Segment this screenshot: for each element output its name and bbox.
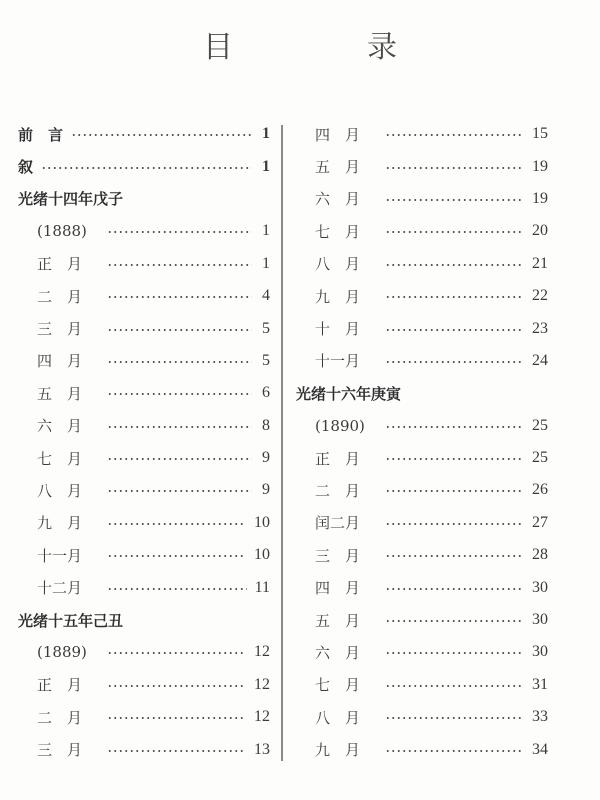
toc-page-number: 1 bbox=[262, 254, 270, 272]
dot-leader bbox=[385, 652, 524, 654]
toc-entry-label: 七 月 bbox=[315, 222, 361, 241]
dot-leader bbox=[385, 750, 524, 752]
dot-leader bbox=[107, 426, 252, 428]
toc-page-number: 9 bbox=[262, 481, 270, 499]
toc-entry-label: 六 月 bbox=[37, 417, 83, 436]
dot-leader bbox=[107, 231, 252, 233]
toc-page-number: 30 bbox=[532, 643, 548, 661]
toc-entry-label: 八 月 bbox=[315, 255, 361, 274]
toc-entry[interactable] bbox=[18, 507, 270, 539]
dot-leader bbox=[107, 361, 252, 363]
toc-entry-label: 六 月 bbox=[315, 643, 361, 662]
toc-entry[interactable] bbox=[296, 345, 548, 377]
toc-page-number: 33 bbox=[532, 708, 548, 726]
toc-entry[interactable] bbox=[296, 733, 548, 765]
toc-entry-label: 光绪十六年庚寅 bbox=[296, 384, 402, 403]
toc-page-number: 25 bbox=[532, 416, 548, 434]
toc-entry-label: 四 月 bbox=[315, 125, 361, 144]
toc-entry-label: 二 月 bbox=[37, 287, 83, 306]
dot-leader bbox=[385, 490, 524, 492]
dot-leader bbox=[107, 393, 252, 395]
toc-entry[interactable] bbox=[296, 636, 548, 668]
toc-entry-label: 七 月 bbox=[315, 676, 361, 695]
toc-entry[interactable] bbox=[296, 604, 548, 636]
toc-entry-label: 二 月 bbox=[37, 708, 83, 727]
dot-leader bbox=[385, 296, 524, 298]
toc-entry[interactable] bbox=[18, 118, 270, 150]
toc-entry-label: 十 月 bbox=[315, 320, 361, 339]
toc-entry[interactable] bbox=[18, 248, 270, 280]
toc-page-number: 11 bbox=[254, 578, 270, 596]
toc-entry-label: 三 月 bbox=[37, 320, 83, 339]
toc-entry-label: 正 月 bbox=[315, 449, 361, 468]
dot-leader bbox=[385, 167, 524, 169]
toc-entry-label: 前 言 bbox=[18, 125, 64, 144]
dot-leader bbox=[107, 588, 247, 590]
toc-entry-label: 八 月 bbox=[37, 481, 83, 500]
toc-page-number: 30 bbox=[532, 611, 548, 629]
dot-leader bbox=[385, 231, 524, 233]
toc-entry-label: (1890) bbox=[315, 416, 365, 435]
dot-leader bbox=[107, 329, 252, 331]
toc-page-number: 15 bbox=[532, 125, 548, 143]
toc-entry-label: 十二月 bbox=[37, 579, 83, 598]
column-divider bbox=[281, 125, 283, 761]
toc-entry[interactable] bbox=[18, 442, 270, 474]
dot-leader bbox=[41, 167, 252, 169]
toc-entry[interactable] bbox=[296, 280, 548, 312]
toc-entry[interactable] bbox=[18, 571, 270, 603]
toc-entry[interactable] bbox=[296, 701, 548, 733]
dot-leader bbox=[385, 555, 524, 557]
toc-page-number: 1 bbox=[262, 222, 270, 240]
toc-entry[interactable] bbox=[296, 442, 548, 474]
toc-page-number: 25 bbox=[532, 449, 548, 467]
toc-page-number: 1 bbox=[262, 125, 270, 143]
toc-entry-label: 二 月 bbox=[315, 481, 361, 500]
toc-page-number: 24 bbox=[532, 351, 548, 369]
toc-section-heading bbox=[18, 604, 270, 636]
toc-column-left bbox=[18, 118, 270, 766]
toc-entry[interactable] bbox=[296, 118, 548, 150]
toc-entry[interactable] bbox=[18, 215, 270, 247]
dot-leader bbox=[385, 426, 524, 428]
toc-page-number: 19 bbox=[532, 189, 548, 207]
toc-entry[interactable] bbox=[18, 733, 270, 765]
dot-leader bbox=[107, 458, 252, 460]
dot-leader bbox=[107, 490, 252, 492]
dot-leader bbox=[107, 685, 246, 687]
toc-entry-label: 五 月 bbox=[315, 611, 361, 630]
toc-page-number: 23 bbox=[532, 319, 548, 337]
toc-entry-label: 十一月 bbox=[37, 546, 83, 565]
toc-page-number: 27 bbox=[532, 513, 548, 531]
toc-entry[interactable] bbox=[296, 474, 548, 506]
toc-entry-label: 正 月 bbox=[37, 676, 83, 695]
dot-leader bbox=[385, 685, 524, 687]
toc-page-number: 31 bbox=[532, 675, 548, 693]
toc-entry-label: 八 月 bbox=[315, 708, 361, 727]
toc-entry-label: 十一月 bbox=[315, 352, 361, 371]
dot-leader bbox=[385, 588, 524, 590]
dot-leader bbox=[71, 134, 252, 136]
toc-entry-label: 六 月 bbox=[315, 190, 361, 209]
toc-entry[interactable] bbox=[18, 669, 270, 701]
toc-page-number: 10 bbox=[254, 513, 270, 531]
toc-entry[interactable] bbox=[296, 248, 548, 280]
toc-page-number: 5 bbox=[262, 351, 270, 369]
toc-entry[interactable] bbox=[296, 539, 548, 571]
toc-page-number: 12 bbox=[254, 643, 270, 661]
toc-entry[interactable] bbox=[296, 312, 548, 344]
toc-entry-label: 九 月 bbox=[37, 514, 83, 533]
toc-entry-label: 七 月 bbox=[37, 449, 83, 468]
dot-leader bbox=[385, 523, 524, 525]
dot-leader bbox=[107, 750, 246, 752]
dot-leader bbox=[385, 717, 524, 719]
toc-entry-label: 九 月 bbox=[315, 287, 361, 306]
toc-entry[interactable] bbox=[18, 280, 270, 312]
toc-entry[interactable] bbox=[18, 474, 270, 506]
toc-entry-label: (1888) bbox=[37, 222, 87, 241]
toc-entry-label: (1889) bbox=[37, 643, 87, 662]
toc-entry-label: 九 月 bbox=[315, 741, 361, 760]
toc-entry[interactable] bbox=[18, 345, 270, 377]
toc-entry-label: 五 月 bbox=[315, 158, 361, 177]
toc-page-number: 34 bbox=[532, 740, 548, 758]
toc-entry-label: 正 月 bbox=[37, 255, 83, 274]
toc-page-number: 10 bbox=[254, 546, 270, 564]
toc-entry[interactable] bbox=[296, 507, 548, 539]
dot-leader bbox=[385, 134, 524, 136]
toc-entry[interactable] bbox=[296, 669, 548, 701]
toc-entry-label: 五 月 bbox=[37, 384, 83, 403]
toc-page-number: 4 bbox=[262, 287, 270, 305]
toc-entry-label: 光绪十四年戊子 bbox=[18, 190, 124, 209]
toc-entry-label: 叙 bbox=[18, 158, 34, 177]
toc-page-number: 9 bbox=[262, 449, 270, 467]
toc-page-number: 28 bbox=[532, 546, 548, 564]
page-title: 目 录 bbox=[203, 30, 449, 65]
toc-page-number: 12 bbox=[254, 675, 270, 693]
toc-entry-label: 闰二月 bbox=[315, 514, 361, 533]
toc-page-number: 21 bbox=[532, 254, 548, 272]
toc-section-heading bbox=[18, 183, 270, 215]
dot-leader bbox=[385, 329, 524, 331]
toc-page-number: 6 bbox=[262, 384, 270, 402]
dot-leader bbox=[385, 361, 524, 363]
toc-entry-label: 三 月 bbox=[37, 741, 83, 760]
dot-leader bbox=[107, 523, 246, 525]
dot-leader bbox=[107, 264, 252, 266]
toc-page-number: 12 bbox=[254, 708, 270, 726]
dot-leader bbox=[385, 620, 524, 622]
toc-entry-label: 三 月 bbox=[315, 546, 361, 565]
toc-page-number: 30 bbox=[532, 578, 548, 596]
toc-page-number: 20 bbox=[532, 222, 548, 240]
toc-entry[interactable] bbox=[18, 312, 270, 344]
toc-column-right bbox=[296, 118, 548, 766]
toc-entry[interactable] bbox=[296, 215, 548, 247]
toc-page-number: 13 bbox=[254, 740, 270, 758]
toc-entry[interactable] bbox=[18, 539, 270, 571]
toc-entry-label: 四 月 bbox=[37, 352, 83, 371]
dot-leader bbox=[107, 717, 246, 719]
dot-leader bbox=[385, 458, 524, 460]
toc-section-heading bbox=[296, 377, 548, 409]
dot-leader bbox=[385, 264, 524, 266]
toc-entry[interactable] bbox=[296, 150, 548, 182]
toc-entry[interactable] bbox=[18, 410, 270, 442]
toc-entry-label: 四 月 bbox=[315, 579, 361, 598]
toc-page-number: 1 bbox=[262, 157, 270, 175]
dot-leader bbox=[107, 652, 246, 654]
dot-leader bbox=[385, 199, 524, 201]
toc-entry[interactable] bbox=[18, 150, 270, 182]
dot-leader bbox=[107, 555, 246, 557]
toc-entry[interactable] bbox=[296, 183, 548, 215]
toc-entry[interactable] bbox=[18, 636, 270, 668]
toc-entry[interactable] bbox=[296, 410, 548, 442]
toc-page-number: 26 bbox=[532, 481, 548, 499]
toc-entry[interactable] bbox=[18, 701, 270, 733]
toc-page-number: 8 bbox=[262, 416, 270, 434]
toc-entry[interactable] bbox=[296, 571, 548, 603]
toc-page-number: 19 bbox=[532, 157, 548, 175]
toc-page-number: 22 bbox=[532, 287, 548, 305]
toc-page-number: 5 bbox=[262, 319, 270, 337]
dot-leader bbox=[107, 296, 252, 298]
toc-entry[interactable] bbox=[18, 377, 270, 409]
toc-entry-label: 光绪十五年己丑 bbox=[18, 611, 124, 630]
